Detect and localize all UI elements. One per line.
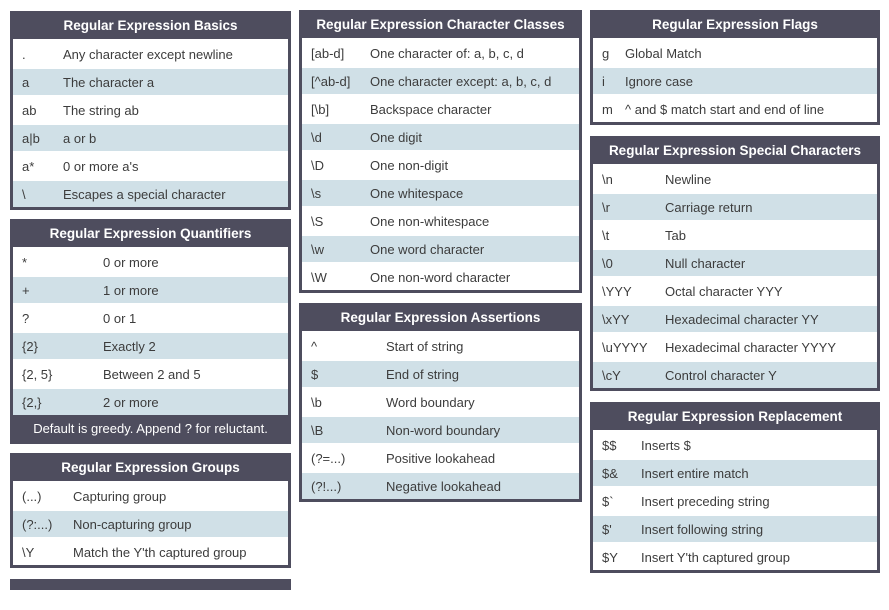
description-cell: The character a	[63, 74, 155, 90]
column-middle	[299, 10, 582, 590]
description-cell: Between 2 and 5	[103, 366, 201, 382]
table-flags-title: Regular Expression Flags	[592, 10, 878, 38]
table-row	[302, 443, 579, 471]
table-row	[13, 303, 288, 331]
table-basics	[10, 11, 291, 210]
pattern-cell: {2,}	[22, 394, 42, 410]
description-cell: Insert Y'th captured group	[641, 549, 790, 565]
table-row	[593, 66, 877, 94]
table-row	[13, 179, 288, 207]
description-cell: 0 or 1	[103, 310, 137, 326]
description-cell: a or b	[63, 130, 97, 146]
table-replacement	[590, 402, 880, 573]
description-cell: 0 or more	[103, 254, 159, 270]
description-cell: Any character except newline	[63, 46, 233, 62]
description-cell: One non-word character	[370, 269, 511, 285]
description-cell: Start of string	[386, 338, 464, 354]
table-row	[13, 331, 288, 359]
pattern-cell: a|b	[22, 130, 40, 146]
pattern-cell: ab	[22, 102, 37, 118]
description-cell: Null character	[665, 255, 746, 271]
table-row	[593, 332, 877, 360]
table-row	[13, 275, 288, 303]
pattern-cell: \xYY	[602, 311, 630, 327]
description-cell: Octal character YYY	[665, 283, 783, 299]
pattern-cell: \D	[311, 157, 324, 173]
table-groups	[10, 453, 291, 568]
pattern-cell: $&	[602, 465, 618, 481]
table-row	[593, 514, 877, 542]
description-cell: Insert entire match	[641, 465, 749, 481]
table-flags	[590, 10, 880, 125]
table-groups-rows	[13, 481, 288, 565]
description-cell: 1 or more	[103, 282, 159, 298]
pattern-cell: i	[602, 73, 605, 89]
table-quantifiers-title: Regular Expression Quantifiers	[12, 219, 289, 247]
table-row	[302, 262, 579, 290]
description-cell: Positive lookahead	[386, 450, 496, 466]
table-row	[593, 220, 877, 248]
pattern-cell: .	[22, 46, 26, 62]
pattern-cell: (?!...)	[311, 478, 342, 494]
description-cell: Escapes a special character	[63, 186, 226, 202]
table-groups-title: Regular Expression Groups	[12, 453, 289, 481]
table-row	[13, 481, 288, 509]
table-assertions-rows	[302, 331, 579, 499]
pattern-cell: $	[311, 366, 319, 382]
table-basics-rows	[13, 39, 288, 207]
table-row	[13, 67, 288, 95]
pattern-cell: (?=...)	[311, 450, 346, 466]
table-flags-rows	[593, 38, 877, 122]
pattern-cell: \b	[311, 394, 322, 410]
pattern-cell: \s	[311, 185, 322, 201]
description-cell: One whitespace	[370, 185, 464, 201]
table-special-characters-title: Regular Expression Special Characters	[592, 136, 878, 164]
pattern-cell: \Y	[22, 544, 35, 560]
table-assertions	[299, 303, 582, 502]
pattern-cell: \t	[602, 227, 610, 243]
description-cell: Inserts $	[641, 437, 691, 453]
table-row	[593, 486, 877, 514]
description-cell: ^ and $ match start and end of line	[625, 101, 825, 117]
pattern-cell: {2, 5}	[22, 366, 53, 382]
description-cell: Hexadecimal character YYYY	[665, 339, 837, 355]
pattern-cell: \0	[602, 255, 613, 271]
description-cell: Newline	[665, 171, 712, 187]
table-row	[13, 537, 288, 565]
description-cell: Tab	[665, 227, 686, 243]
pattern-cell: [^ab-d]	[311, 73, 351, 89]
pattern-cell: \n	[602, 171, 613, 187]
table-quantifiers	[10, 219, 291, 444]
table-character-classes-rows	[302, 38, 579, 290]
table-replacement-rows	[593, 430, 877, 570]
description-cell: One non-whitespace	[370, 213, 490, 229]
pattern-cell: \r	[602, 199, 610, 215]
table-replacement-title: Regular Expression Replacement	[592, 402, 878, 430]
pattern-cell: [ab-d]	[311, 45, 345, 61]
pattern-cell: a	[22, 74, 30, 90]
column-left	[10, 10, 291, 590]
table-row	[13, 359, 288, 387]
table-row	[13, 123, 288, 151]
description-cell: One non-digit	[370, 157, 449, 173]
table-row	[13, 151, 288, 179]
table-assertions-title: Regular Expression Assertions	[301, 303, 580, 331]
table-special-characters-rows	[593, 164, 877, 388]
pattern-cell: \W	[311, 269, 327, 285]
description-cell: One character except: a, b, c, d	[370, 73, 552, 89]
pattern-cell: \	[22, 186, 26, 202]
table-quantifiers-rows	[13, 247, 288, 415]
table-row	[593, 248, 877, 276]
pattern-cell: $Y	[602, 549, 618, 565]
pattern-cell: \cY	[602, 367, 621, 383]
description-cell: Insert following string	[641, 521, 764, 537]
description-cell: Ignore case	[625, 73, 693, 89]
description-cell: Non-capturing group	[73, 516, 192, 532]
table-row	[302, 331, 579, 359]
table-row	[593, 164, 877, 192]
table-special-characters	[590, 136, 880, 391]
table-row	[593, 430, 877, 458]
description-cell: Control character Y	[665, 367, 777, 383]
pattern-cell: $`	[602, 493, 614, 509]
table-basics-title: Regular Expression Basics	[12, 11, 289, 39]
pattern-cell: (?:...)	[22, 516, 53, 532]
table-row	[302, 359, 579, 387]
table-row	[593, 304, 877, 332]
table-row	[302, 150, 579, 178]
description-cell: Global Match	[625, 45, 702, 61]
table-row	[302, 178, 579, 206]
table-row	[302, 387, 579, 415]
table-quantifiers-footer: Default is greedy. Append ? for reluctant.	[12, 415, 289, 441]
table-row	[13, 509, 288, 537]
table-row	[593, 276, 877, 304]
description-cell: Exactly 2	[103, 338, 156, 354]
description-cell: Carriage return	[665, 199, 753, 215]
pattern-cell: g	[602, 45, 610, 61]
table-row	[302, 206, 579, 234]
pattern-cell: \YYY	[602, 283, 632, 299]
table-row	[593, 360, 877, 388]
description-cell: Capturing group	[73, 488, 167, 504]
description-cell: Word boundary	[386, 394, 475, 410]
table-row	[302, 94, 579, 122]
description-cell: One digit	[370, 129, 423, 145]
description-cell: The string ab	[63, 102, 139, 118]
table-row	[13, 95, 288, 123]
table-row	[593, 542, 877, 570]
table-row	[302, 234, 579, 262]
table-row	[302, 471, 579, 499]
pattern-cell: \w	[311, 241, 324, 257]
pattern-cell: (...)	[22, 488, 42, 504]
description-cell: End of string	[386, 366, 459, 382]
pattern-cell: $'	[602, 521, 612, 537]
table-row	[13, 247, 288, 275]
description-cell: 0 or more a's	[63, 158, 139, 174]
description-cell: Backspace character	[370, 101, 492, 117]
description-cell: 2 or more	[103, 394, 159, 410]
pattern-cell: {2}	[22, 338, 38, 354]
pattern-cell: [\b]	[311, 101, 330, 117]
column-right	[590, 10, 880, 590]
pattern-cell: $$	[602, 437, 617, 453]
table-row	[593, 94, 877, 122]
description-cell: One character of: a, b, c, d	[370, 45, 524, 61]
pattern-cell: \B	[311, 422, 324, 438]
pattern-cell: +	[22, 282, 30, 298]
table-row	[13, 39, 288, 67]
table-row	[302, 122, 579, 150]
table-row	[593, 458, 877, 486]
pattern-cell: m	[602, 101, 613, 117]
description-cell: Match the Y'th captured group	[73, 544, 247, 560]
pattern-cell: *	[22, 254, 28, 270]
cutoff-table-header	[10, 579, 291, 590]
table-character-classes	[299, 10, 582, 293]
description-cell: Negative lookahead	[386, 478, 501, 494]
description-cell: Insert preceding string	[641, 493, 770, 509]
table-row	[302, 38, 579, 66]
table-row	[593, 38, 877, 66]
pattern-cell: \d	[311, 129, 322, 145]
table-row	[302, 66, 579, 94]
pattern-cell: \uYYYY	[602, 339, 648, 355]
pattern-cell: \S	[311, 213, 324, 229]
table-row	[302, 415, 579, 443]
table-row	[593, 192, 877, 220]
table-row	[13, 387, 288, 415]
description-cell: Non-word boundary	[386, 422, 501, 438]
pattern-cell: a*	[22, 158, 35, 174]
table-character-classes-title: Regular Expression Character Classes	[301, 10, 580, 38]
pattern-cell: ^	[311, 338, 318, 354]
description-cell: Hexadecimal character YY	[665, 311, 819, 327]
pattern-cell: ?	[22, 310, 30, 326]
description-cell: One word character	[370, 241, 485, 257]
